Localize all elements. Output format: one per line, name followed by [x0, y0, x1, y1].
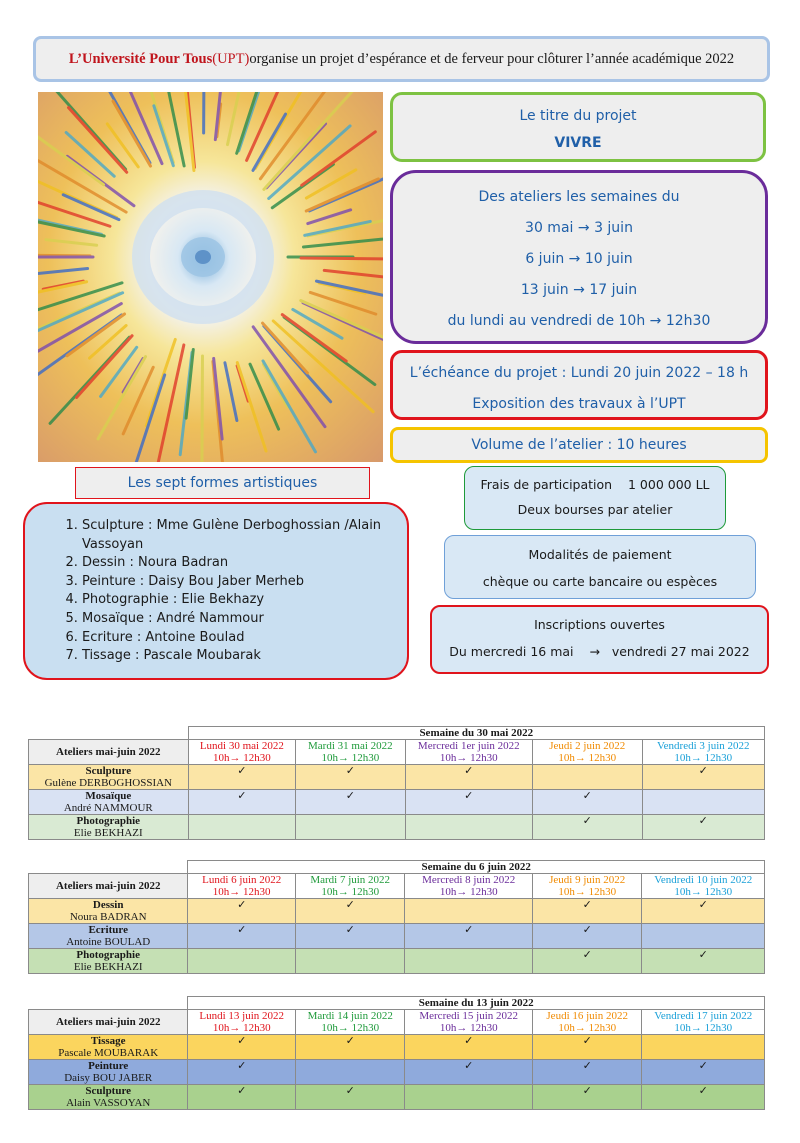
time-end: 12h30	[243, 752, 271, 764]
day-header	[295, 874, 405, 899]
day-header	[533, 740, 642, 765]
form-item: 3. Peinture : Daisy Bou Jaber Merheb	[82, 573, 382, 592]
day-label: Lundi 30 mai 2022	[199, 740, 284, 752]
time-start: 10h	[558, 752, 575, 764]
blank-cell	[29, 727, 189, 740]
workshop-cell	[29, 765, 189, 790]
check-icon: ✓	[698, 765, 708, 777]
check-cell	[642, 1085, 765, 1110]
schedule-row	[29, 1035, 765, 1060]
check-icon: ✓	[464, 1060, 474, 1072]
week-3-to: 17 juin	[589, 282, 638, 298]
time-end: 12h30	[588, 886, 617, 898]
check-icon: ✓	[237, 1085, 247, 1097]
check-cell	[296, 790, 405, 815]
check-cell	[532, 899, 642, 924]
check-icon: ✓	[698, 899, 708, 911]
workshop-subject: Dessin	[92, 899, 124, 911]
day-header	[188, 740, 296, 765]
check-icon: ✓	[582, 924, 592, 936]
check-icon: ✓	[464, 790, 474, 802]
day-time	[188, 1022, 295, 1034]
time-start: 10h	[321, 886, 338, 898]
check-icon: ✓	[237, 924, 247, 936]
time-start: 10h	[674, 886, 691, 898]
schedule-row	[29, 815, 765, 840]
check-icon: ✓	[582, 790, 592, 802]
check-cell	[188, 815, 296, 840]
workshop-teacher: Daisy BOU JABER	[64, 1072, 153, 1084]
arrow-icon: →	[337, 886, 349, 898]
time-end: 12h30	[243, 886, 271, 898]
check-cell	[188, 1085, 296, 1110]
schedule-row	[29, 790, 765, 815]
check-icon: ✓	[345, 765, 355, 777]
time-start: 10h	[212, 752, 230, 764]
check-cell	[188, 949, 296, 974]
check-icon: ✓	[237, 1060, 247, 1072]
check-icon: ✓	[345, 1085, 355, 1097]
day-time	[533, 1022, 642, 1034]
workshop-subject: Photographie	[76, 949, 140, 961]
day-header	[188, 1010, 296, 1035]
day-time	[642, 886, 764, 898]
payment-methods: chèque ou carte bancaire ou espèces	[482, 574, 718, 589]
schedule-row	[29, 1085, 765, 1110]
check-cell	[295, 924, 405, 949]
check-icon: ✓	[464, 1035, 474, 1047]
form-item: 5. Mosaïque : André Nammour	[82, 610, 382, 629]
workshop-teacher: Pascale MOUBARAK	[58, 1047, 159, 1059]
blank-cell	[29, 861, 188, 874]
workshop-teacher: Gulène DERBOGHOSSIAN	[44, 777, 172, 789]
fees-label: Frais de participation	[480, 477, 613, 492]
check-icon: ✓	[345, 790, 355, 802]
check-cell	[642, 924, 765, 949]
arrow-icon: →	[690, 886, 702, 898]
check-cell	[295, 1060, 405, 1085]
registration-dates	[432, 644, 767, 659]
day-time	[533, 752, 641, 764]
blank-cell	[29, 997, 188, 1010]
day-label: Mardi 14 juin 2022	[307, 1010, 393, 1022]
check-cell	[532, 1035, 642, 1060]
day-time	[296, 886, 405, 898]
header-banner	[33, 36, 770, 82]
check-cell	[642, 790, 765, 815]
arrow-icon: →	[456, 752, 468, 764]
check-cell	[533, 765, 642, 790]
arrow-icon: →	[574, 1022, 586, 1034]
check-cell	[642, 899, 765, 924]
check-icon: ✓	[464, 765, 474, 777]
week-1	[393, 213, 765, 244]
check-cell	[295, 1035, 405, 1060]
check-cell	[188, 1060, 296, 1085]
check-icon: ✓	[237, 765, 247, 777]
check-icon: ✓	[345, 1035, 355, 1047]
day-time	[188, 886, 295, 898]
header-text: organise un projet d’espérance et de ferveur pour clôturer l’année académique 2022	[249, 50, 735, 67]
check-icon: ✓	[237, 1035, 247, 1047]
forms-list-panel	[23, 502, 409, 680]
workshop-subject: Ecriture	[88, 924, 128, 936]
time-start: 10h	[439, 1022, 457, 1034]
check-icon: ✓	[237, 899, 247, 911]
day-time	[642, 1022, 764, 1034]
workshop-teacher: André NAMMOUR	[63, 802, 153, 814]
check-cell	[295, 899, 405, 924]
time-end: 12h30	[704, 752, 733, 764]
schedule-table	[28, 996, 765, 1110]
arrow-icon: →	[574, 886, 586, 898]
workshops-intro: Des ateliers les semaines du	[478, 189, 680, 205]
brush-stroke	[301, 258, 383, 259]
check-icon: ✓	[698, 1085, 708, 1097]
check-cell	[532, 1060, 642, 1085]
day-header	[405, 740, 532, 765]
week-3	[393, 275, 765, 306]
arrow-icon: →	[574, 752, 586, 764]
day-time	[405, 1022, 531, 1034]
check-cell	[642, 1035, 765, 1060]
check-cell	[188, 790, 296, 815]
forms-title: Les sept formes artistiques	[127, 475, 318, 491]
check-icon: ✓	[582, 1060, 592, 1072]
arrow-icon: →	[690, 752, 702, 764]
time-start: 10h	[321, 752, 338, 764]
volume-text: Volume de l’atelier : 10 heures	[471, 437, 687, 453]
project-title-panel	[390, 92, 766, 162]
day-header	[405, 1010, 532, 1035]
check-cell	[642, 815, 765, 840]
row-header: Ateliers mai-juin 2022	[29, 740, 189, 765]
day-header	[642, 874, 765, 899]
workshop-cell	[29, 924, 188, 949]
week-2-from: 6 juin	[525, 251, 565, 267]
time-start: 10h	[674, 752, 691, 764]
check-cell	[642, 765, 765, 790]
week-title: Semaine du 13 juin 2022	[188, 997, 765, 1010]
day-time	[405, 886, 531, 898]
check-cell	[188, 899, 296, 924]
workshop-teacher: Elie BEKHAZI	[73, 827, 143, 839]
check-icon: ✓	[582, 815, 592, 827]
schedule-row	[29, 899, 765, 924]
registration-panel	[430, 605, 769, 674]
arrow-icon: →	[229, 886, 241, 898]
arrow-icon: →	[456, 1022, 468, 1034]
payment-title: Modalités de paiement	[528, 547, 672, 562]
check-icon: ✓	[237, 790, 247, 802]
check-cell	[405, 899, 532, 924]
week-1-to: 3 juin	[594, 220, 633, 236]
workshop-cell	[29, 1035, 188, 1060]
time-end: 12h30	[351, 1022, 380, 1034]
deadline-panel	[390, 350, 768, 420]
header-acronym: (UPT)	[212, 50, 250, 67]
workshop-cell	[29, 790, 189, 815]
project-label: Le titre du projet	[519, 108, 637, 124]
brush-stroke	[202, 356, 203, 462]
workshop-subject: Sculpture	[85, 765, 132, 777]
check-icon: ✓	[345, 924, 355, 936]
forms-title-panel	[75, 467, 370, 499]
schedule-row	[29, 924, 765, 949]
registration-to: vendredi 27 mai 2022	[611, 644, 750, 659]
day-time	[189, 752, 296, 764]
workshop-teacher: Noura BADRAN	[69, 911, 147, 923]
check-icon: ✓	[698, 815, 708, 827]
check-icon: ✓	[582, 1035, 592, 1047]
form-item: 6. Ecriture : Antoine Boulad	[82, 629, 382, 648]
row-header: Ateliers mai-juin 2022	[29, 1010, 188, 1035]
arrow-icon: →	[229, 752, 241, 764]
arrow-icon: →	[456, 886, 468, 898]
check-icon: ✓	[582, 1085, 592, 1097]
forms-list	[25, 517, 382, 666]
day-label: Vendredi 17 juin 2022	[654, 1010, 753, 1022]
time-start: 10h	[439, 752, 457, 764]
day-header	[532, 1010, 642, 1035]
registration-from: Du mercredi 16 mai	[449, 644, 574, 659]
schedule-table	[28, 726, 765, 840]
workshop-teacher: Antoine BOULAD	[66, 936, 151, 948]
check-cell	[188, 1035, 296, 1060]
schedule-row	[29, 1060, 765, 1085]
day-time	[533, 886, 642, 898]
check-cell	[405, 790, 532, 815]
payment-panel	[444, 535, 756, 599]
fees-panel	[464, 466, 726, 530]
time-start: 10h	[558, 886, 575, 898]
fees-amount: 1 000 000 LL	[628, 477, 710, 492]
arrow-icon: →	[337, 752, 349, 764]
day-time	[643, 752, 765, 764]
check-cell	[405, 1060, 532, 1085]
check-icon: ✓	[582, 949, 592, 961]
workshops-panel	[390, 170, 768, 344]
day-label: Mercredi 1er juin 2022	[417, 740, 520, 752]
day-time	[296, 1022, 405, 1034]
workshop-teacher: Alain VASSOYAN	[66, 1097, 151, 1109]
workshop-cell	[29, 899, 188, 924]
check-cell	[188, 924, 296, 949]
exhibition-line: Exposition des travaux à l’UPT	[472, 396, 686, 412]
day-label: Vendredi 3 juin 2022	[656, 740, 750, 752]
week-2-to: 10 juin	[584, 251, 633, 267]
schedule-table	[28, 860, 765, 974]
check-icon: ✓	[582, 899, 592, 911]
form-item: 4. Photographie : Elie Bekhazy	[82, 591, 382, 610]
week-1-from: 30 mai	[525, 220, 574, 236]
day-label: Mardi 7 juin 2022	[310, 874, 391, 886]
day-label: Jeudi 9 juin 2022	[549, 874, 626, 886]
check-cell	[532, 924, 642, 949]
time-start: 10h	[558, 1022, 575, 1034]
schedule-row	[29, 949, 765, 974]
day-header	[642, 740, 765, 765]
check-cell	[295, 949, 405, 974]
time-start: 10h	[212, 1022, 230, 1034]
time-end: 12h30	[704, 886, 733, 898]
registration-title: Inscriptions ouvertes	[534, 617, 665, 632]
arrow-icon: →	[589, 644, 600, 659]
check-icon: ✓	[698, 949, 708, 961]
day-header	[295, 1010, 405, 1035]
check-cell	[405, 1035, 532, 1060]
workshop-hours	[393, 306, 765, 337]
day-label: Jeudi 16 juin 2022	[546, 1010, 628, 1022]
time-end: 12h30	[704, 1022, 733, 1034]
time-end: 12h30	[470, 1022, 498, 1034]
time-end: 12h30	[588, 752, 617, 764]
day-label: Mardi 31 mai 2022	[308, 740, 393, 752]
check-cell	[405, 949, 532, 974]
day-label: Mercredi 8 juin 2022	[422, 874, 516, 886]
row-header: Ateliers mai-juin 2022	[29, 874, 188, 899]
check-cell	[533, 790, 642, 815]
arrow-icon: →	[573, 282, 585, 298]
day-label: Lundi 13 juin 2022	[199, 1010, 285, 1022]
arrow-icon: →	[577, 220, 590, 236]
day-label: Jeudi 2 juin 2022	[549, 740, 626, 752]
hours-end: 12h30	[665, 313, 711, 329]
check-icon: ✓	[345, 899, 355, 911]
arrow-icon: →	[229, 1022, 241, 1034]
workshop-subject: Peinture	[88, 1060, 129, 1072]
check-cell	[296, 815, 405, 840]
week-2	[393, 244, 765, 275]
day-header	[296, 740, 405, 765]
day-label: Vendredi 10 juin 2022	[654, 874, 753, 886]
day-time	[296, 752, 404, 764]
form-item: 1. Sculpture : Mme Gulène Derboghossian /Alain Vassoyan	[82, 517, 382, 554]
day-label: Lundi 6 juin 2022	[202, 874, 282, 886]
painting-image	[38, 92, 383, 462]
check-cell	[295, 1085, 405, 1110]
check-cell	[532, 1085, 642, 1110]
time-end: 12h30	[243, 1022, 271, 1034]
header-org: L’Université Pour Tous	[68, 50, 213, 67]
day-label: Mercredi 15 juin 2022	[419, 1010, 519, 1022]
hours-prefix: du lundi au vendredi de 10h	[447, 313, 646, 329]
check-cell	[405, 765, 532, 790]
check-cell	[642, 1060, 765, 1085]
schedule-row	[29, 765, 765, 790]
workshop-subject: Mosaïque	[85, 790, 132, 802]
deadline-line: L’échéance du projet : Lundi 20 juin 2022 – 18 h	[409, 365, 749, 381]
workshop-subject: Sculpture	[85, 1085, 132, 1097]
workshop-cell	[29, 1060, 188, 1085]
check-cell	[642, 949, 765, 974]
check-cell	[296, 765, 405, 790]
time-start: 10h	[321, 1022, 338, 1034]
arrow-icon: →	[649, 313, 662, 329]
day-header	[532, 874, 642, 899]
arrow-icon: →	[337, 1022, 349, 1034]
check-cell	[405, 924, 532, 949]
check-icon: ✓	[464, 924, 474, 936]
day-time	[406, 752, 532, 764]
workshop-subject: Photographie	[76, 815, 141, 827]
arrow-icon: →	[690, 1022, 702, 1034]
project-title: VIVRE	[554, 135, 602, 151]
workshop-cell	[29, 815, 189, 840]
week-title: Semaine du 30 mai 2022	[188, 727, 764, 740]
time-end: 12h30	[470, 752, 498, 764]
workshop-cell	[29, 949, 188, 974]
day-header	[642, 1010, 765, 1035]
check-cell	[532, 949, 642, 974]
check-cell	[533, 815, 642, 840]
workshop-subject: Tissage	[90, 1035, 126, 1047]
volume-panel	[390, 427, 768, 463]
fees-line	[465, 477, 725, 492]
form-item: 7. Tissage : Pascale Moubarak	[82, 647, 382, 666]
scholarships: Deux bourses par atelier	[517, 502, 673, 517]
week-title: Semaine du 6 juin 2022	[188, 861, 765, 874]
workshop-cell	[29, 1085, 188, 1110]
workshop-teacher: Elie BEKHAZI	[73, 961, 143, 973]
day-header	[405, 874, 532, 899]
check-cell	[405, 815, 532, 840]
day-header	[188, 874, 296, 899]
form-item: 2. Dessin : Noura Badran	[82, 554, 382, 573]
time-end: 12h30	[470, 886, 498, 898]
check-cell	[405, 1085, 532, 1110]
time-end: 12h30	[351, 752, 380, 764]
time-start: 10h	[439, 886, 457, 898]
week-3-from: 13 juin	[520, 282, 569, 298]
time-start: 10h	[674, 1022, 691, 1034]
time-start: 10h	[212, 886, 230, 898]
check-cell	[188, 765, 296, 790]
time-end: 12h30	[351, 886, 380, 898]
time-end: 12h30	[588, 1022, 617, 1034]
arrow-icon: →	[568, 251, 581, 267]
check-icon: ✓	[698, 1060, 708, 1072]
